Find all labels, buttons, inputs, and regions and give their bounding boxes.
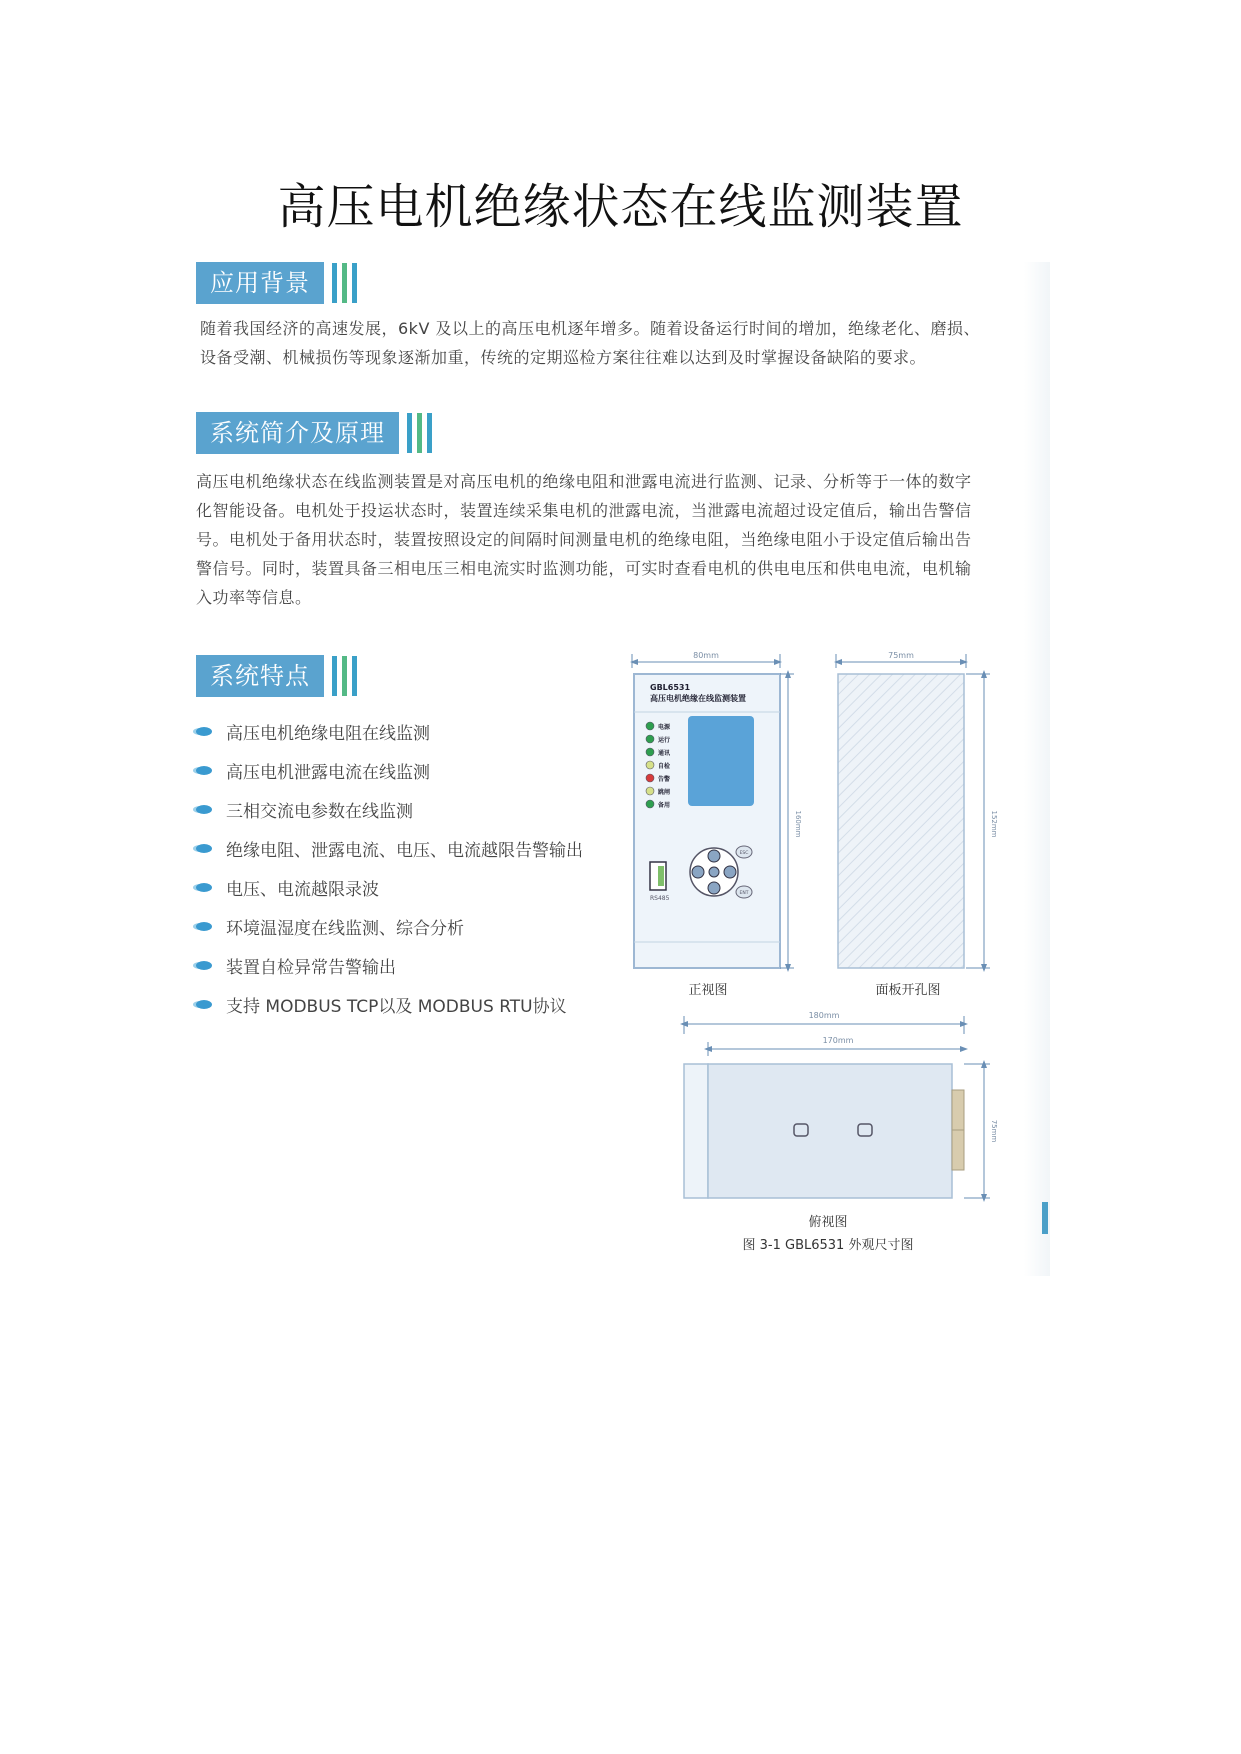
dim-front-width: 80mm [693, 651, 719, 660]
content-panel [196, 262, 1050, 1276]
list-item: 支持 MODBUS TCP以及 MODBUS RTU协议 [196, 985, 636, 1024]
device-name: 高压电机绝缘在线监测装置 [650, 694, 746, 703]
dim-panel-height: 152mm [990, 810, 998, 838]
page-title: 高压电机绝缘状态在线监测装置 [277, 179, 964, 235]
dim-front-height: 160mm [794, 810, 802, 838]
dim-top-inner: 170mm [822, 1036, 854, 1045]
top-view [684, 1011, 998, 1253]
paragraph-line: 设备受潮、机械损伤等现象逐渐加重，传统的定期巡检方案往往难以达到及时掌握设备缺陷的要求。 [200, 348, 927, 367]
led-label: 自检 [658, 763, 671, 770]
panel-cutout-view [836, 651, 998, 998]
led-indicator-icon [646, 787, 654, 795]
section-title: 应用背景 [196, 262, 324, 304]
section-title: 系统特点 [196, 655, 324, 697]
background-paragraph [200, 314, 1050, 372]
paragraph-line: 入功率等信息。 [196, 588, 312, 607]
list-item: 高压电机泄露电流在线监测 [196, 751, 636, 790]
bullet-icon [196, 1000, 212, 1009]
section-heading-features [196, 655, 357, 697]
led-label: 通讯 [658, 750, 671, 757]
figure-caption: 图 3-1 GBL6531 外观尺寸图 [742, 1238, 914, 1253]
paragraph-line: 高压电机绝缘状态在线监测装置是对高压电机的绝缘电阻和泄露电流进行监测、记录、分析等于一体的数字 [196, 472, 972, 491]
led-indicator-icon [646, 735, 654, 743]
paragraph-line: 化智能设备。电机处于投运状态时，装置连续采集电机的泄露电流，当泄露电流超过设定值后，输出告警信 [196, 501, 972, 520]
list-item: 绝缘电阻、泄露电流、电压、电流越限告警输出 [196, 829, 636, 868]
list-item: 三相交流电参数在线监测 [196, 790, 636, 829]
section-heading-intro [196, 412, 432, 454]
bullet-icon [196, 961, 212, 970]
front-view [632, 651, 802, 998]
dim-top-height: 75mm [990, 1119, 998, 1143]
section-heading-background [196, 262, 357, 304]
led-label: 跳闸 [658, 789, 671, 796]
paragraph-line: 警信号。同时，装置具备三相电压三相电流实时监测功能，可实时查看电机的供电电压和供电电流，电机输 [196, 559, 972, 578]
btn-ent-label: ENT [739, 891, 749, 896]
led-indicator-icon [646, 722, 654, 730]
section-title: 系统简介及原理 [196, 412, 399, 454]
heading-bars-decoration [407, 413, 432, 453]
top-view-caption: 俯视图 [808, 1215, 848, 1230]
list-item: 电压、电流越限录波 [196, 868, 636, 907]
led-indicator-icon [646, 800, 654, 808]
feature-list [196, 712, 636, 1024]
bullet-icon [196, 727, 212, 736]
heading-bars-decoration [332, 656, 357, 696]
dimension-drawing [628, 644, 1048, 1274]
list-item: 装置自检异常告警输出 [196, 946, 636, 985]
heading-bars-decoration [332, 263, 357, 303]
led-indicator-icon [646, 748, 654, 756]
led-label: 备用 [658, 802, 671, 809]
bullet-icon [196, 766, 212, 775]
list-item: 环境温湿度在线监测、综合分析 [196, 907, 636, 946]
led-indicator-icon [646, 774, 654, 782]
bullet-icon [196, 844, 212, 853]
bullet-icon [196, 805, 212, 814]
port-label: RS485 [650, 895, 670, 902]
dim-top-total: 180mm [808, 1011, 840, 1020]
paragraph-line: 随着我国经济的高速发展，6kV 及以上的高压电机逐年增多。随着设备运行时间的增加，绝缘老化、磨损、 [200, 319, 980, 338]
led-label: 运行 [658, 737, 671, 744]
led-label: 告警 [658, 776, 671, 783]
list-item: 高压电机绝缘电阻在线监测 [196, 712, 636, 751]
device-model: GBL6531 [650, 683, 691, 692]
bullet-icon [196, 883, 212, 892]
led-label: 电源 [658, 724, 671, 731]
panel-cutout-caption: 面板开孔图 [875, 983, 941, 998]
dim-panel-width: 75mm [888, 651, 914, 660]
led-indicator-icon [646, 761, 654, 769]
paragraph-line: 号。电机处于备用状态时，装置按照设定的间隔时间测量电机的绝缘电阻，当绝缘电阻小于设定值后输出告 [196, 530, 972, 549]
bullet-icon [196, 922, 212, 931]
lcd-screen [688, 716, 754, 806]
front-view-caption: 正视图 [688, 983, 728, 998]
btn-esc-label: ESC [739, 851, 749, 856]
intro-paragraph [196, 467, 1046, 612]
